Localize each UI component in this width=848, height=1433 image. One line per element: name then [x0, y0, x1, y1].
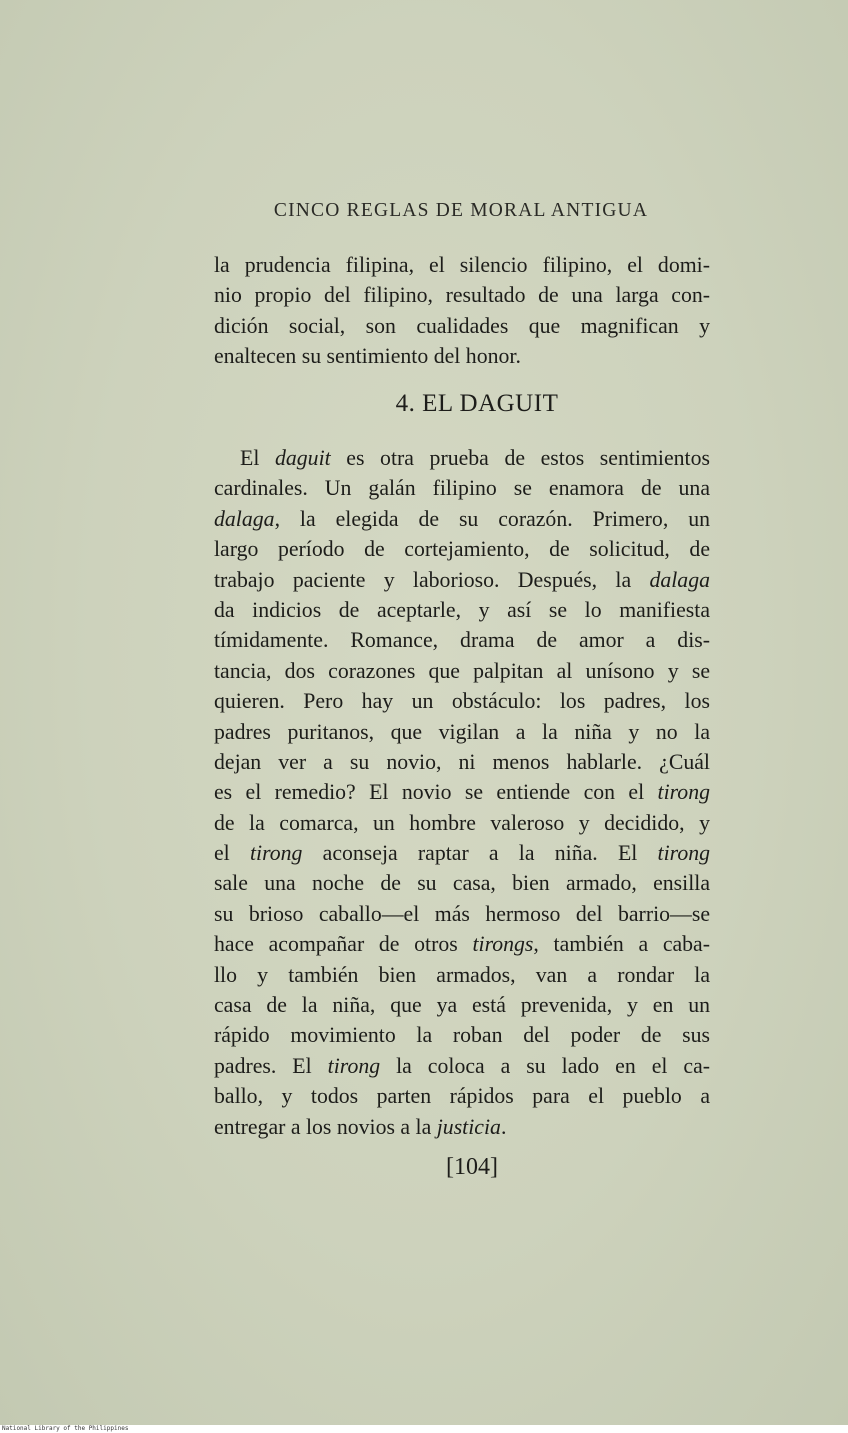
- text-line: hace acompañar de otros tirongs, también a caba-: [214, 932, 710, 957]
- text-line: trabajo paciente y laborioso. Después, la dalaga: [214, 567, 710, 592]
- text-line: padres puritanos, que vigilan a la niña y no la: [214, 719, 710, 744]
- italic-term: tirong: [657, 780, 710, 805]
- text-line: tímidamente. Romance, drama de amor a dis-: [214, 628, 710, 653]
- text-line: llo y también bien armados, van a rondar la: [214, 962, 710, 987]
- text-line: de la comarca, un hombre valeroso y decidido, y: [214, 810, 710, 835]
- italic-term: tirongs: [472, 932, 534, 957]
- italic-term: tirong: [327, 1053, 381, 1078]
- italic-term: dalaga: [214, 506, 275, 531]
- text-line: nio propio del filipino, resultado de una larga con-: [214, 283, 710, 308]
- section-heading: 4. EL DAGUIT: [395, 390, 559, 417]
- text-line: su brioso caballo—el más hermoso del barrio—se: [214, 901, 710, 926]
- text-line: casa de la niña, que ya está prevenida, y en un: [214, 993, 710, 1018]
- text-line: rápido movimiento la roban del poder de sus: [214, 1023, 710, 1048]
- italic-term: justicia: [436, 1114, 501, 1139]
- text-line: da indicios de aceptarle, y así se lo manifiesta: [214, 597, 710, 622]
- text-line: largo período de cortejamiento, de solicitud, de: [214, 537, 710, 562]
- text-line: padres. El tirong la coloca a su lado en el ca-: [214, 1053, 710, 1078]
- text-line: enaltecen su sentimiento del honor.: [214, 344, 521, 369]
- italic-term: tirong: [657, 841, 711, 866]
- italic-term: daguit: [274, 446, 331, 470]
- running-head: CINCO REGLAS DE MORAL ANTIGUA: [273, 200, 649, 221]
- text-line: quieren. Pero hay un obstáculo: los padres, los: [214, 689, 710, 714]
- scan-footer-credit: National Library of the Philippines: [2, 1425, 129, 1432]
- paragraph-daguit: [214, 443, 710, 1142]
- text-line: El daguit es otra prueba de estos sentimientos: [240, 446, 710, 470]
- text-line: el tirong aconseja raptar a la niña. El tirong: [214, 841, 711, 866]
- page-number: [104]: [446, 1154, 498, 1180]
- text-line: dición social, son cualidades que magnifican y: [214, 313, 710, 338]
- text-line: ballo, y todos parten rápidos para el pueblo a: [214, 1084, 710, 1109]
- text-line: cardinales. Un galán filipino se enamora de una: [214, 476, 710, 501]
- text-line: la prudencia filipina, el silencio filipino, el domi-: [214, 253, 710, 277]
- italic-term: tirong: [249, 841, 303, 866]
- text-line: sale una noche de su casa, bien armado, ensilla: [214, 871, 710, 896]
- text-line: dejan ver a su novio, ni menos hablarle. ¿Cuál: [214, 749, 710, 774]
- paragraph-continuation: [214, 250, 710, 372]
- text-line: es el remedio? El novio se entiende con el tirong: [214, 780, 710, 805]
- text-line: entregar a los novios a la justicia.: [214, 1114, 507, 1139]
- text-line: tancia, dos corazones que palpitan al unísono y se: [214, 658, 710, 683]
- italic-term: dalaga: [649, 567, 710, 592]
- text-line: dalaga, la elegida de su corazón. Primero, un: [214, 506, 710, 531]
